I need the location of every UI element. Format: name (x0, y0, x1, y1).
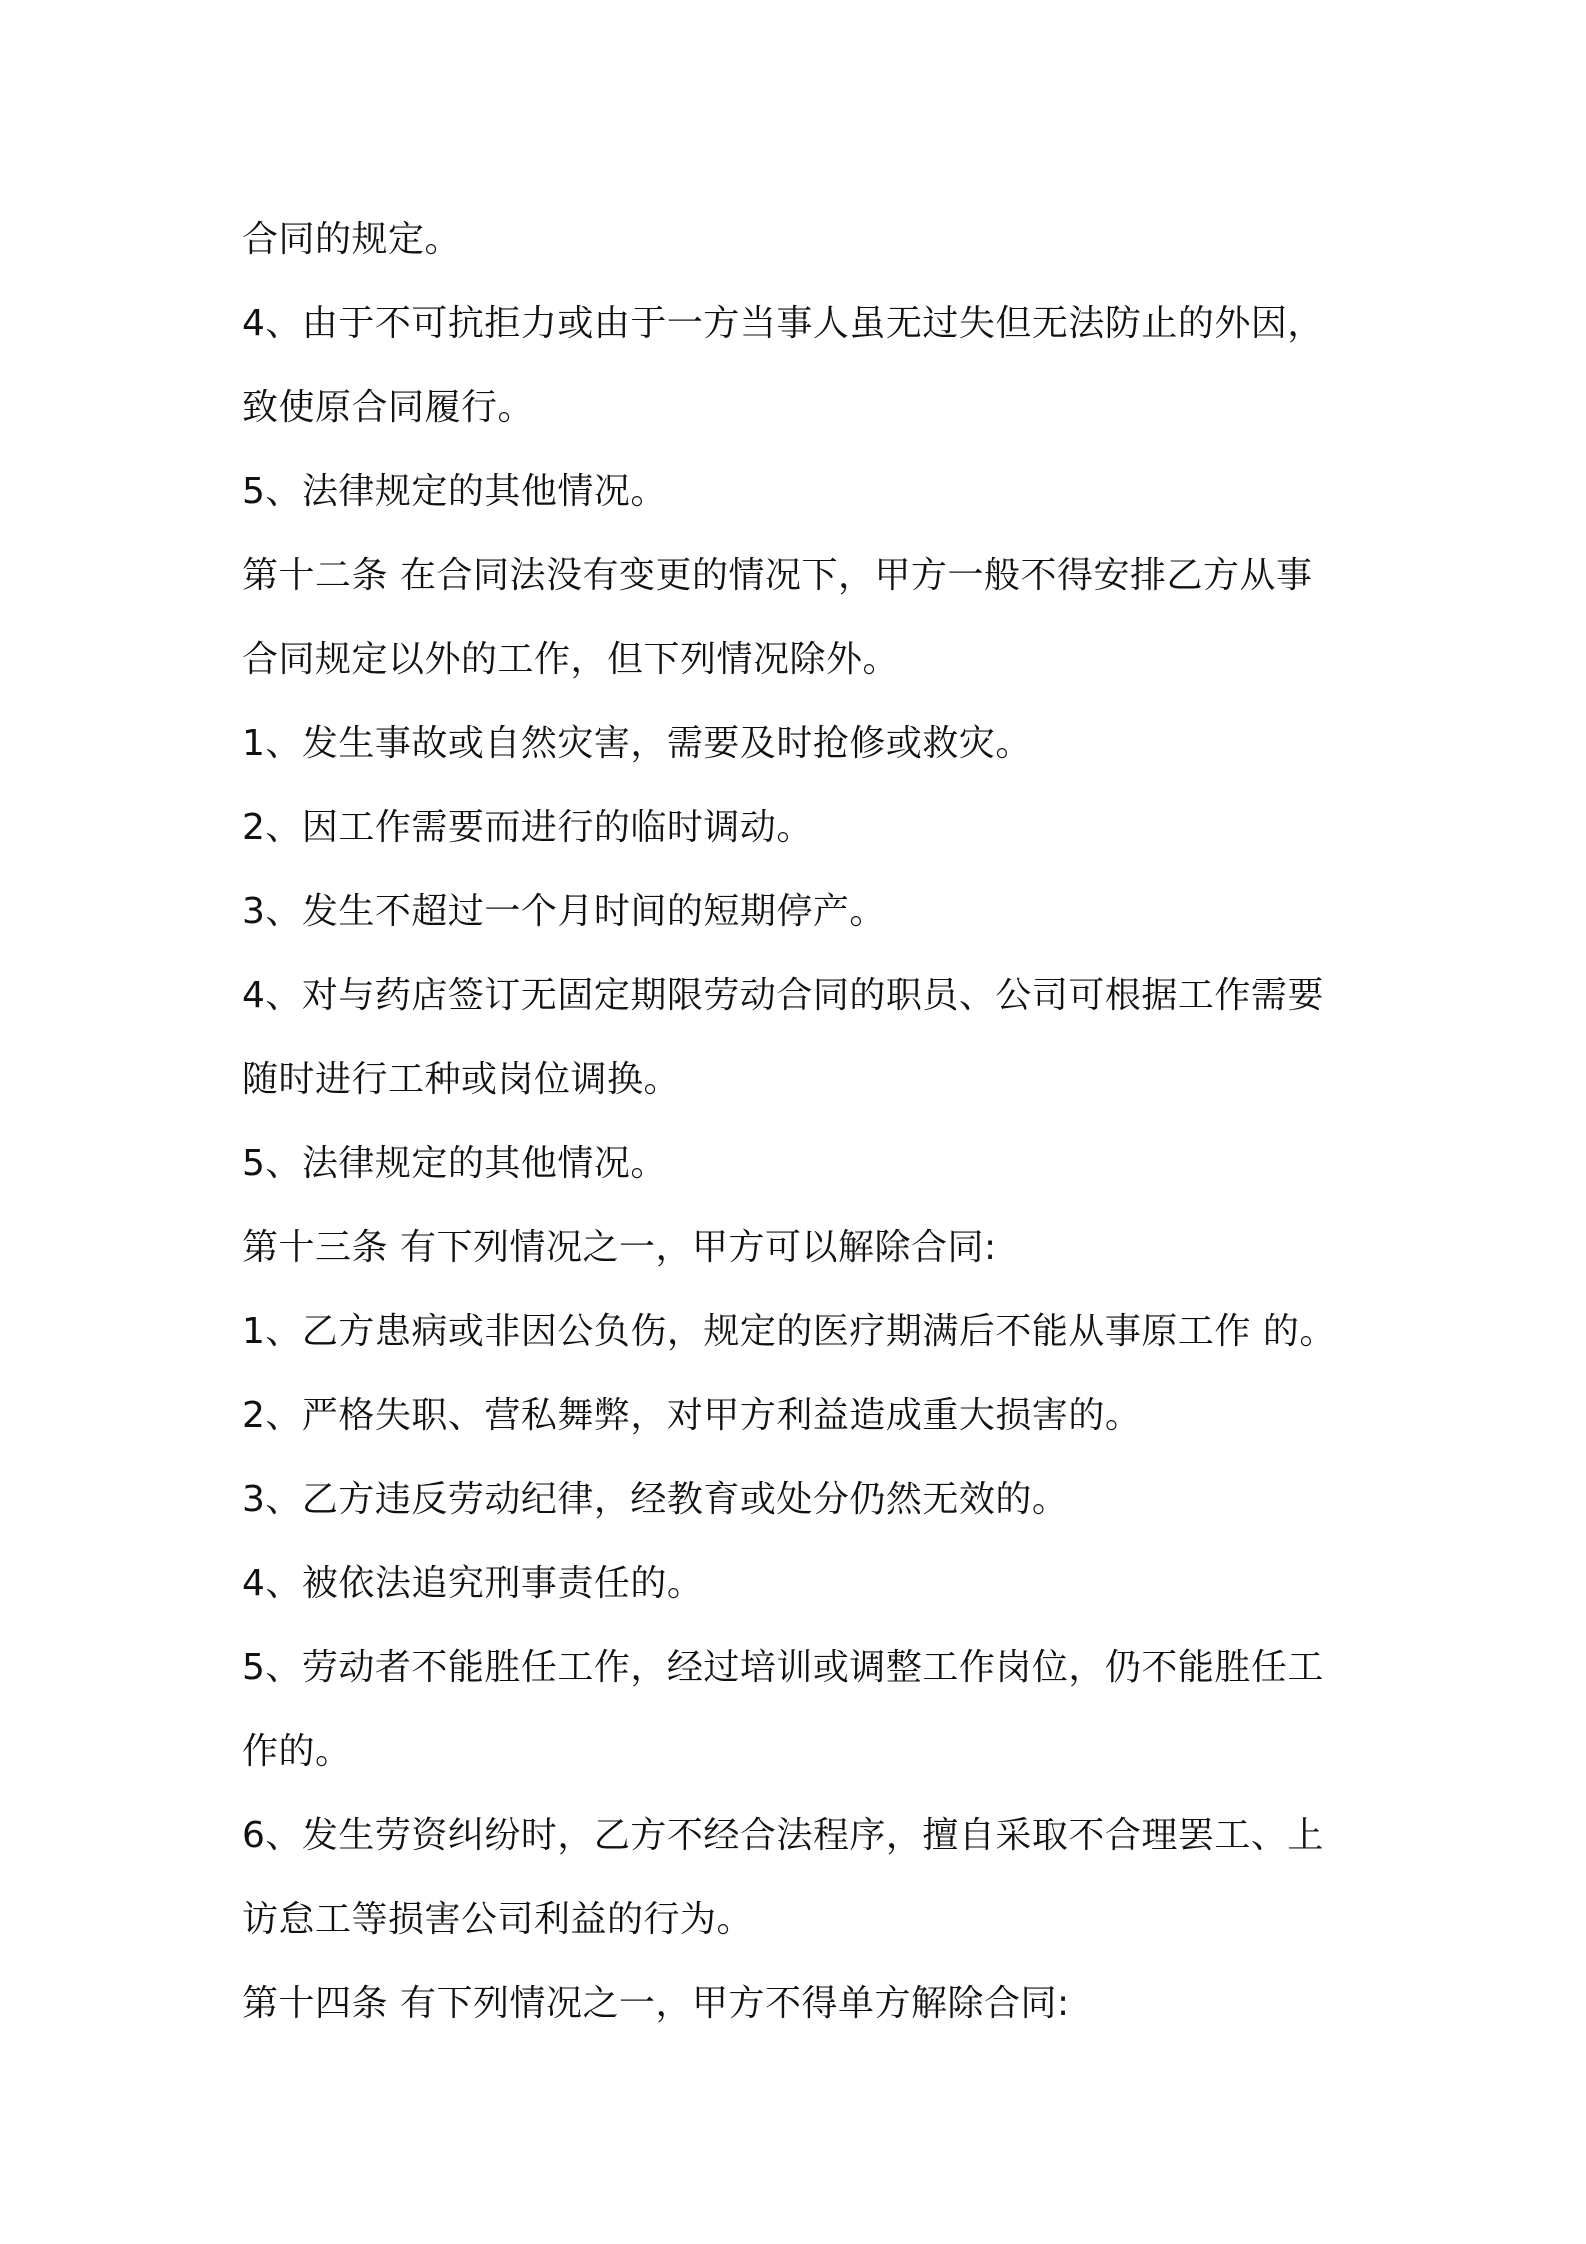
text-line: 1、乙方患病或非因公负伤，规定的医疗期满后不能从事原工作 的。 (242, 1311, 1336, 1352)
text-line: 3、乙方违反劳动纪律，经教育或处分仍然无效的。 (242, 1479, 1069, 1520)
text-line: 4、被依法追究刑事责任的。 (242, 1563, 704, 1604)
text-line: 6、发生劳资纠纷时，乙方不经合法程序，擅自采取不合理罢工、上 (242, 1815, 1324, 1856)
text-line: 1、发生事故或自然灾害，需要及时抢修或救灾。 (242, 723, 1032, 764)
text-line: 随时进行工种或岗位调换。 (242, 1059, 681, 1100)
document-body (242, 198, 1362, 2046)
text-line: 5、劳动者不能胜任工作，经过培训或调整工作岗位，仍不能胜任工 (242, 1647, 1324, 1688)
text-line: 5、法律规定的其他情况。 (242, 1143, 667, 1184)
text-line: 致使原合同履行。 (242, 387, 535, 428)
text-line: 合同的规定。 (242, 219, 462, 260)
text-line: 访怠工等损害公司利益的行为。 (242, 1899, 754, 1940)
text-line: 2、严格失职、营私舞弊，对甲方利益造成重大损害的。 (242, 1395, 1142, 1436)
text-line: 3、发生不超过一个月时间的短期停产。 (242, 891, 886, 932)
article-12-heading: 第十二条 在合同法没有变更的情况下，甲方一般不得安排乙方从事 (242, 555, 1313, 596)
article-14-heading: 第十四条 有下列情况之一，甲方不得单方解除合同: (242, 1983, 1070, 2024)
text-line: 2、因工作需要而进行的临时调动。 (242, 807, 813, 848)
text-line: 合同规定以外的工作，但下列情况除外。 (242, 639, 900, 680)
text-line: 4、对与药店签订无固定期限劳动合同的职员、公司可根据工作需要 (242, 975, 1324, 1016)
text-line: 4、由于不可抗拒力或由于一方当事人虽无过失但无法防止的外因， (242, 303, 1324, 344)
text-line: 5、法律规定的其他情况。 (242, 471, 667, 512)
text-line: 作的。 (242, 1731, 352, 1772)
article-13-heading: 第十三条 有下列情况之一，甲方可以解除合同: (242, 1227, 997, 1268)
